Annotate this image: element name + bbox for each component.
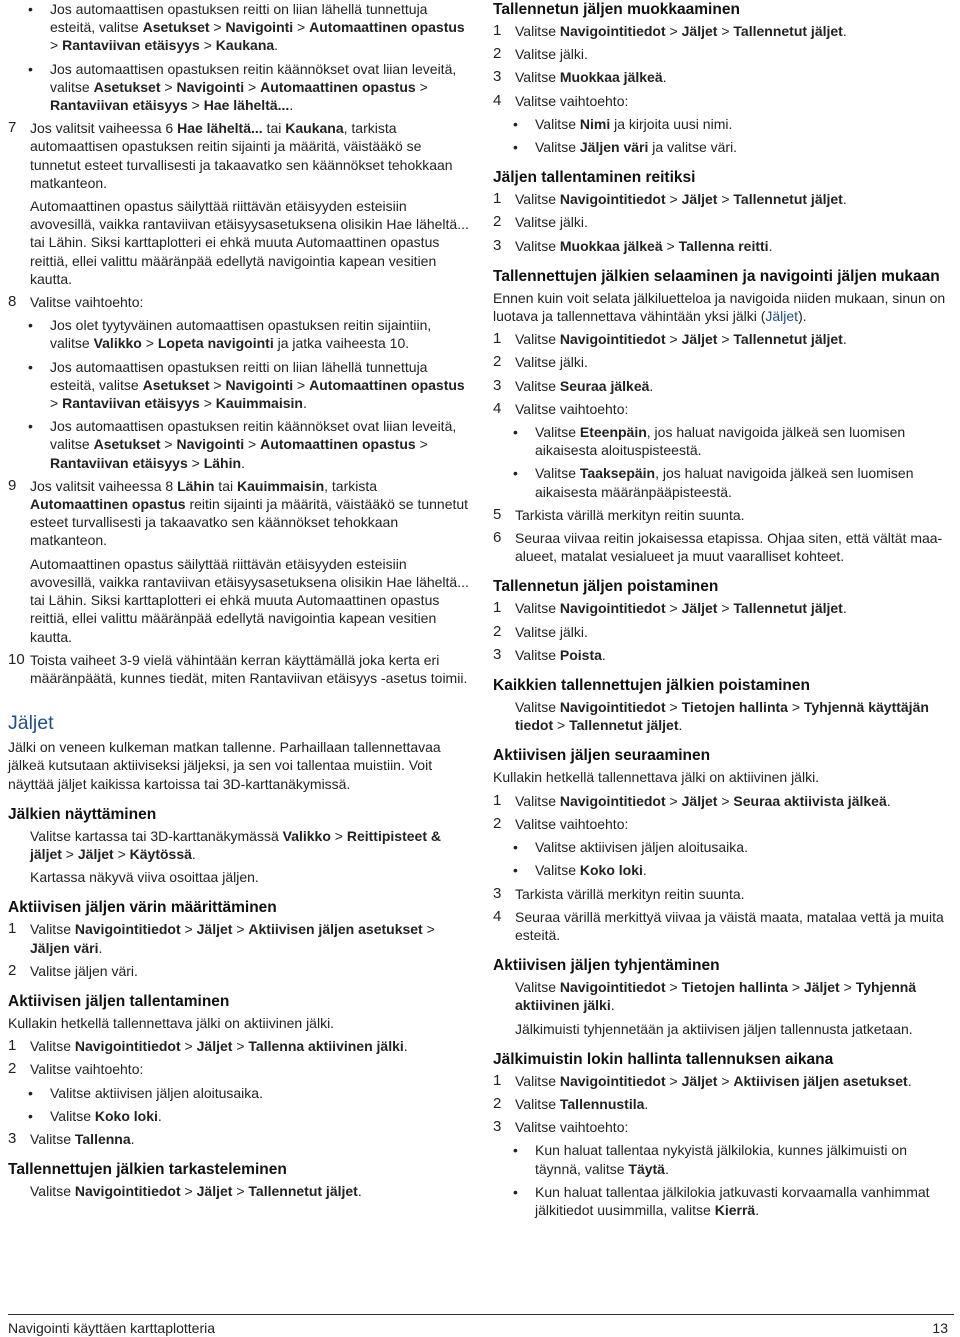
step-item xyxy=(8,920,470,956)
step-item xyxy=(493,1095,953,1113)
page-number: 13 xyxy=(932,1320,948,1336)
indented-paragraph: Automaattinen opastus säilyttää riittävän etäisyyden esteisiin avovesillä, vaikka rantaviivan etäisyysasetuksena olisikin Hae läheltä... tai Lähin. Siksi karttaplotteri ei ehkä muuta Automaattinen opastus reittiä, ellei valittu määränpää edellytä navigointia kapean vesitien kautta. xyxy=(30,555,469,645)
subsection-heading: Tallennetun jäljen muokkaaminen xyxy=(493,1,740,18)
subsection-heading: Tallennettujen jälkien selaaminen ja navigointi jäljen mukaan xyxy=(493,267,940,285)
footer-title: Navigointi käyttäen karttaplotteria xyxy=(8,1320,215,1336)
subsection-heading: Aktiivisen jäljen värin määrittäminen xyxy=(8,899,277,917)
step-text: Toista vaiheet 3-9 vielä vähintään kerran käyttämällä joka kerta eri määränpäätä, kunnes tiedät, miten Rantaviivan etäisyys -asetus toimii. xyxy=(30,651,468,686)
step-item xyxy=(493,599,953,617)
step-text: Valitse Navigointitiedot > Jäljet > Aktiivisen jäljen asetukset > Jäljen väri. xyxy=(30,921,435,956)
step-text: Seuraa värillä merkittyä viivaa ja väistä maata, matalaa vettä ja muita esteitä. xyxy=(515,908,944,943)
step-item xyxy=(8,293,470,311)
step-number: 1 xyxy=(493,1071,502,1089)
bullet-item: • Valitse Koko loki. xyxy=(513,861,953,879)
bullet-item: • Valitse Koko loki. xyxy=(28,1107,470,1125)
step-item xyxy=(8,651,470,687)
step-number: 8 xyxy=(8,293,17,311)
step-number: 2 xyxy=(493,45,502,63)
indented-paragraph: Valitse Navigointitiedot > Jäljet > Tallennetut jäljet. xyxy=(30,1183,362,1200)
step-item xyxy=(493,1072,953,1090)
step-text: Valitse Navigointitiedot > Jäljet > Tallennetut jäljet. xyxy=(515,23,847,39)
step-number: 2 xyxy=(8,961,17,979)
step-text: Valitse jälki. xyxy=(515,46,588,63)
bullet-item: • Valitse aktiivisen jäljen aloitusaika. xyxy=(28,1084,470,1102)
step-text: Valitse Tallennustila. xyxy=(515,1095,649,1112)
step-item xyxy=(493,506,953,524)
subsection-heading: Kaikkien tallennettujen jälkien poistaminen xyxy=(493,677,810,695)
step-number: 3 xyxy=(493,236,502,254)
step-number: 9 xyxy=(8,476,17,494)
step-item xyxy=(8,1130,470,1148)
indented-paragraph: Jälkimuisti tyhjennetään ja aktiivisen jäljen tallennusta jatketaan. xyxy=(515,1020,913,1037)
step-text: Valitse Navigointitiedot > Jäljet > Tallennetut jäljet. xyxy=(515,331,847,348)
step-number: 10 xyxy=(8,650,25,668)
step-item xyxy=(493,400,953,418)
step-item xyxy=(8,1060,470,1078)
step-text: Valitse vaihtoehto: xyxy=(515,1119,629,1136)
step-item xyxy=(493,213,953,231)
step-item xyxy=(493,792,953,810)
step-text: Valitse vaihtoehto: xyxy=(30,294,144,311)
step-item xyxy=(493,190,953,208)
step-text: Valitse jälki. xyxy=(515,623,588,640)
step-item xyxy=(493,237,953,255)
subsection-heading: Jäljen tallentaminen reitiksi xyxy=(493,169,696,187)
subsection-heading: Tallennettujen jälkien tarkasteleminen xyxy=(8,1161,287,1179)
step-number: 3 xyxy=(493,884,502,902)
step-number: 7 xyxy=(8,119,17,137)
step-text: Seuraa viivaa reitin jokaisessa etapissa. Ohjaa siten, että vältät maa-alueet, matalat vesialueet ja muut vaaralliset kohteet. xyxy=(515,530,943,565)
step-text: Valitse vaihtoehto: xyxy=(515,92,629,109)
bullet-item: • Jos automaattisen opastuksen reitin käännökset ovat liian leveitä, valitse Asetukset > Navigointi > Automaattinen opastus > Rantaviivan etäisyys > Hae läheltä.... xyxy=(28,60,470,115)
indented-paragraph: Automaattinen opastus säilyttää riittävän etäisyyden esteisiin avovesillä, vaikka rantaviivan etäisyysasetuksena olisikin Hae läheltä... tai Lähin. Siksi karttaplotteri ei ehkä muuta Automaattinen opastus reittiä, ellei valittu määränpää edellytä navigointia kapean vesitien kautta. xyxy=(30,198,469,287)
bullet-item: • Valitse Eteenpäin, jos haluat navigoida jälkeä sen luomisen aikaisesta aloituspisteestä. xyxy=(513,423,953,459)
step-item xyxy=(493,353,953,371)
subsection-heading: Tallennetun jäljen poistaminen xyxy=(493,578,719,596)
step-number: 2 xyxy=(493,622,502,640)
step-number: 3 xyxy=(493,68,502,86)
step-item xyxy=(493,646,953,664)
step-text: Valitse Tallenna. xyxy=(30,1130,135,1147)
step-item xyxy=(493,22,953,40)
paragraph: Kullakin hetkellä tallennettava jälki on aktiivinen jälki. xyxy=(8,1014,335,1031)
bullet-item: • Jos automaattisen opastuksen reitti on liian lähellä tunnettuja esteitä, valitse Asetukset > Navigointi > Automaattinen opastus > Rantaviivan etäisyys > Kaukana. xyxy=(28,0,470,55)
step-text: Valitse vaihtoehto: xyxy=(515,400,629,417)
step-item xyxy=(8,119,470,192)
step-text: Valitse Navigointitiedot > Jäljet > Seuraa aktiivista jälkeä. xyxy=(515,792,891,809)
step-text: Valitse Navigointitiedot > Jäljet > Tallennetut jäljet. xyxy=(515,191,847,208)
step-text: Valitse Navigointitiedot > Jäljet > Tallennetut jäljet. xyxy=(515,600,847,617)
left-column xyxy=(8,0,470,1205)
indented-paragraph: Valitse Navigointitiedot > Tietojen hallinta > Tyhjennä käyttäjän tiedot > Tallennetut jäljet. xyxy=(515,699,929,734)
step-item xyxy=(493,885,953,903)
step-number: 1 xyxy=(493,190,502,208)
paragraph: Kullakin hetkellä tallennettava jälki on aktiivinen jälki. xyxy=(493,769,820,786)
step-text: Tarkista värillä merkityn reitin suunta. xyxy=(515,506,745,523)
bullet-item: • Kun haluat tallentaa jälkilokia jatkuvasti korvaamalla vanhimmat jälkitiedot uusimmilla, valitse Kierrä. xyxy=(513,1183,953,1219)
bullet-item: • Valitse Nimi ja kirjoita uusi nimi. xyxy=(513,115,953,133)
step-number: 2 xyxy=(8,1060,17,1078)
indented-paragraph: Kartassa näkyvä viiva osoittaa jäljen. xyxy=(30,869,259,886)
step-text: Valitse jäljen väri. xyxy=(30,962,138,979)
step-text: Valitse jälki. xyxy=(515,354,588,371)
indented-paragraph: Valitse kartassa tai 3D-karttanäkymässä Valikko > Reittipisteet & jäljet > Jäljet > Käytössä. xyxy=(30,827,441,862)
step-number: 1 xyxy=(493,22,502,39)
bullet-item: • Valitse aktiivisen jäljen aloitusaika. xyxy=(513,838,953,856)
bullet-item: • Jos olet tyytyväinen automaattisen opastuksen reitin sijaintiin, valitse Valikko > Lopeta navigointi ja jatka vaiheesta 10. xyxy=(28,316,470,352)
step-text: Jos valitsit vaiheessa 6 Hae läheltä... tai Kaukana, tarkista automaattisen opastuksen reitin sijainti ja määritä, väistääkö se tunnetut esteet turvallisesti ja takaavatko sen käännökset tehokkaan matkanteon. xyxy=(30,120,453,191)
step-number: 3 xyxy=(8,1129,17,1147)
step-text: Tarkista värillä merkityn reitin suunta. xyxy=(515,885,745,902)
paragraph: Jälki on veneen kulkeman matkan tallenne. Parhaillaan tallennettavaa jälkeä kutsutaan aktiiviseksi jäljeksi, ja sen voi tallentaa muistiin. Voit näyttää jäljet kaikissa kartoissa tai 3D-karttanäkymissä. xyxy=(8,739,441,792)
indented-paragraph: Valitse Navigointitiedot > Tietojen hallinta > Jäljet > Tyhjennä aktiivinen jälki. xyxy=(515,979,917,1014)
step-number: 5 xyxy=(493,505,502,523)
bullet-item: • Kun haluat tallentaa nykyistä jälkilokia, kunnes jälkimuisti on täynnä, valitse Täytä. xyxy=(513,1141,953,1177)
bullet-item: • Valitse Taaksepäin, jos haluat navigoida jälkeä sen luomisen aikaisesta määränpääpisteestä. xyxy=(513,464,953,500)
step-number: 2 xyxy=(493,213,502,231)
footer-divider xyxy=(8,1314,954,1315)
step-item xyxy=(493,330,953,348)
right-column xyxy=(493,0,953,1224)
step-text: Valitse Muokkaa jälkeä > Tallenna reitti. xyxy=(515,237,773,254)
bullet-item: • Jos automaattisen opastuksen reitti on liian lähellä tunnettuja esteitä, valitse Asetukset > Navigointi > Automaattinen opastus > Rantaviivan etäisyys > Kauimmaisin. xyxy=(28,358,470,413)
step-item xyxy=(493,529,953,565)
step-item xyxy=(493,815,953,833)
step-text: Valitse jälki. xyxy=(515,214,588,231)
step-item xyxy=(8,477,470,550)
step-number: 1 xyxy=(493,791,502,809)
step-number: 4 xyxy=(493,91,502,109)
step-item xyxy=(493,908,953,944)
step-number: 2 xyxy=(493,814,502,832)
step-item xyxy=(493,377,953,395)
step-number: 3 xyxy=(493,1118,502,1136)
subsection-heading: Aktiivisen jäljen tallentaminen xyxy=(8,992,230,1010)
cross-reference-link[interactable]: Jäljet xyxy=(765,308,799,325)
step-item xyxy=(8,962,470,980)
step-text: Valitse vaihtoehto: xyxy=(515,815,629,832)
section-heading: Jäljet xyxy=(8,712,54,735)
step-number: 4 xyxy=(493,399,502,417)
step-number: 4 xyxy=(493,907,502,925)
step-text: Jos valitsit vaiheessa 8 Lähin tai Kauimmaisin, tarkista Automaattinen opastus reitin sijainti ja määritä, väistääkö se tunnetut esteet turvallisesti ja takaavatko sen käännökset tehokkaan matkanteon. xyxy=(30,477,469,549)
step-item xyxy=(493,68,953,86)
step-item xyxy=(8,1037,470,1055)
step-text: Valitse Navigointitiedot > Jäljet > Tallenna aktiivinen jälki. xyxy=(30,1038,408,1055)
step-text: Valitse Muokkaa jälkeä. xyxy=(515,69,667,86)
step-number: 1 xyxy=(493,599,502,617)
step-number: 3 xyxy=(493,376,502,394)
subsection-heading: Aktiivisen jäljen tyhjentäminen xyxy=(493,957,720,975)
step-item xyxy=(493,1118,953,1136)
step-item xyxy=(493,623,953,641)
step-number: 3 xyxy=(493,645,502,663)
step-number: 1 xyxy=(493,330,502,348)
step-number: 6 xyxy=(493,529,502,547)
step-text: Valitse Seuraa jälkeä. xyxy=(515,377,654,394)
step-item xyxy=(493,45,953,63)
step-number: 2 xyxy=(493,353,502,371)
step-number: 1 xyxy=(8,1037,17,1055)
step-number: 1 xyxy=(8,920,17,938)
step-text: Valitse Navigointitiedot > Jäljet > Aktiivisen jäljen asetukset. xyxy=(515,1072,912,1089)
bullet-item: • Jos automaattisen opastuksen reitin käännökset ovat liian leveitä, valitse Asetukset > Navigointi > Automaattinen opastus > Rantaviivan etäisyys > Lähin. xyxy=(28,417,470,472)
paragraph: Ennen kuin voit selata jälkiluetteloa ja navigoida niiden mukaan, sinun on luotava ja tallennettava vähintään yksi jälki (Jäljet). xyxy=(493,289,946,325)
subsection-heading: Jälkimuistin lokin hallinta tallennuksen aikana xyxy=(493,1050,834,1068)
step-item xyxy=(493,92,953,110)
step-number: 2 xyxy=(493,1094,502,1112)
step-text: Valitse Poista. xyxy=(515,646,606,663)
bullet-item: • Valitse Jäljen väri ja valitse väri. xyxy=(513,138,953,156)
subsection-heading: Jälkien näyttäminen xyxy=(8,805,157,823)
subsection-heading: Aktiivisen jäljen seuraaminen xyxy=(493,747,711,765)
step-text: Valitse vaihtoehto: xyxy=(30,1061,144,1078)
